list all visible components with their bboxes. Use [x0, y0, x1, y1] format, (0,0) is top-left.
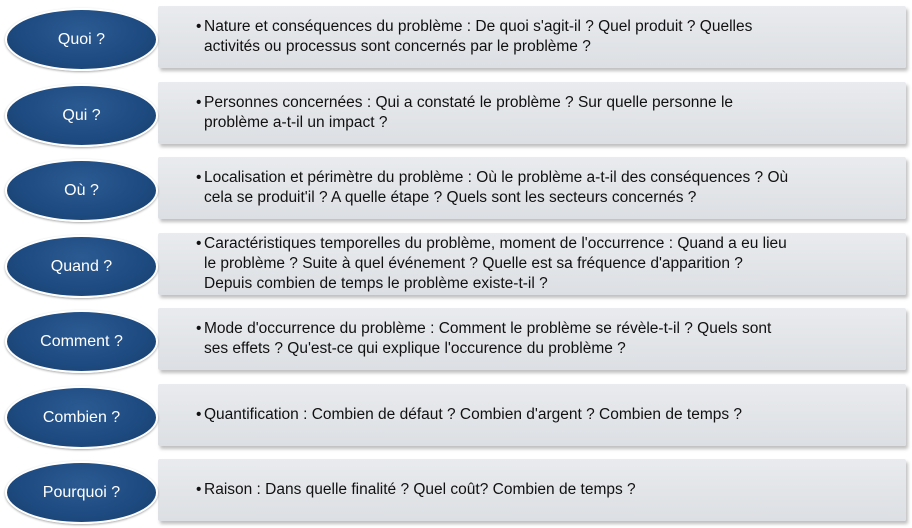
- description-box-qui: [158, 82, 906, 144]
- description-text-comment: [196, 319, 772, 359]
- description-line: Caractéristiques temporelles du problème, moment de l'occurrence : Quand a eu lieu: [204, 235, 787, 252]
- row-combien: [0, 384, 912, 450]
- description-line: ses effets ? Qu'est-ce qui explique l'occurence du problème ?: [204, 340, 626, 357]
- bullet: •: [196, 18, 202, 35]
- bullet: •: [196, 235, 202, 252]
- question-pill-quand: [5, 235, 158, 298]
- description-box-pourquoi: [158, 459, 906, 521]
- description-box-quoi: [158, 6, 906, 68]
- description-line: Personnes concernées : Qui a constaté le problème ? Sur quelle personne le: [204, 94, 734, 111]
- question-pill-ou: [5, 159, 158, 222]
- description-line: Quantification : Combien de défaut ? Combien d'argent ? Combien de temps ?: [204, 406, 743, 423]
- row-quoi: [0, 6, 912, 72]
- bullet: •: [196, 320, 202, 337]
- description-box-comment: [158, 308, 906, 370]
- question-label-quand: Quand ?: [50, 257, 113, 275]
- question-pill-qui: [5, 84, 158, 147]
- row-ou: [0, 157, 912, 223]
- bullet: •: [196, 169, 202, 186]
- bullet: •: [196, 406, 202, 423]
- question-pill-quoi: [5, 8, 158, 71]
- description-line: Mode d'occurrence du problème : Comment le problème se révèle-t-il ? Quels sont: [204, 320, 772, 337]
- description-line: le problème ? Suite à quel événement ? Quelle est sa fréquence d'apparition ?: [204, 255, 743, 272]
- description-line: Localisation et périmètre du problème : Où le problème a-t-il des conséquences ? Où: [204, 169, 789, 186]
- question-label-comment: Comment ?: [40, 332, 123, 350]
- row-pourquoi: [0, 459, 912, 525]
- row-comment: [0, 308, 912, 374]
- description-text-quoi: [196, 17, 753, 57]
- row-qui: [0, 82, 912, 148]
- bullet: •: [196, 94, 202, 111]
- description-line: Raison : Dans quelle finalité ? Quel coût? Combien de temps ?: [204, 481, 636, 498]
- question-label-qui: Qui ?: [62, 106, 101, 124]
- bullet: •: [196, 481, 202, 498]
- description-line: activités ou processus sont concernés par le problème ?: [204, 38, 591, 55]
- question-pill-combien: [5, 386, 158, 449]
- question-label-combien: Combien ?: [42, 408, 121, 426]
- description-text-ou: [196, 168, 789, 208]
- question-label-ou: Où ?: [64, 181, 99, 199]
- description-text-qui: [196, 93, 734, 133]
- description-line: Nature et conséquences du problème : De quoi s'agit-il ? Quel produit ? Quelles: [204, 18, 753, 35]
- description-text-quand: [196, 234, 787, 294]
- description-box-combien: [158, 384, 906, 446]
- description-text-pourquoi: [196, 480, 636, 500]
- question-label-quoi: Quoi ?: [57, 30, 106, 48]
- question-pill-comment: [5, 310, 158, 373]
- description-box-quand: [158, 233, 906, 295]
- description-text-combien: [196, 405, 743, 425]
- question-label-pourquoi: Pourquoi ?: [42, 483, 121, 501]
- description-line: cela se produit'il ? A quelle étape ? Quels sont les secteurs concernés ?: [204, 189, 697, 206]
- question-pill-pourquoi: [5, 461, 158, 524]
- description-line: Depuis combien de temps le problème existe-t-il ?: [204, 275, 548, 292]
- description-box-ou: [158, 157, 906, 219]
- description-line: problème a-t-il un impact ?: [204, 114, 388, 131]
- row-quand: [0, 233, 912, 299]
